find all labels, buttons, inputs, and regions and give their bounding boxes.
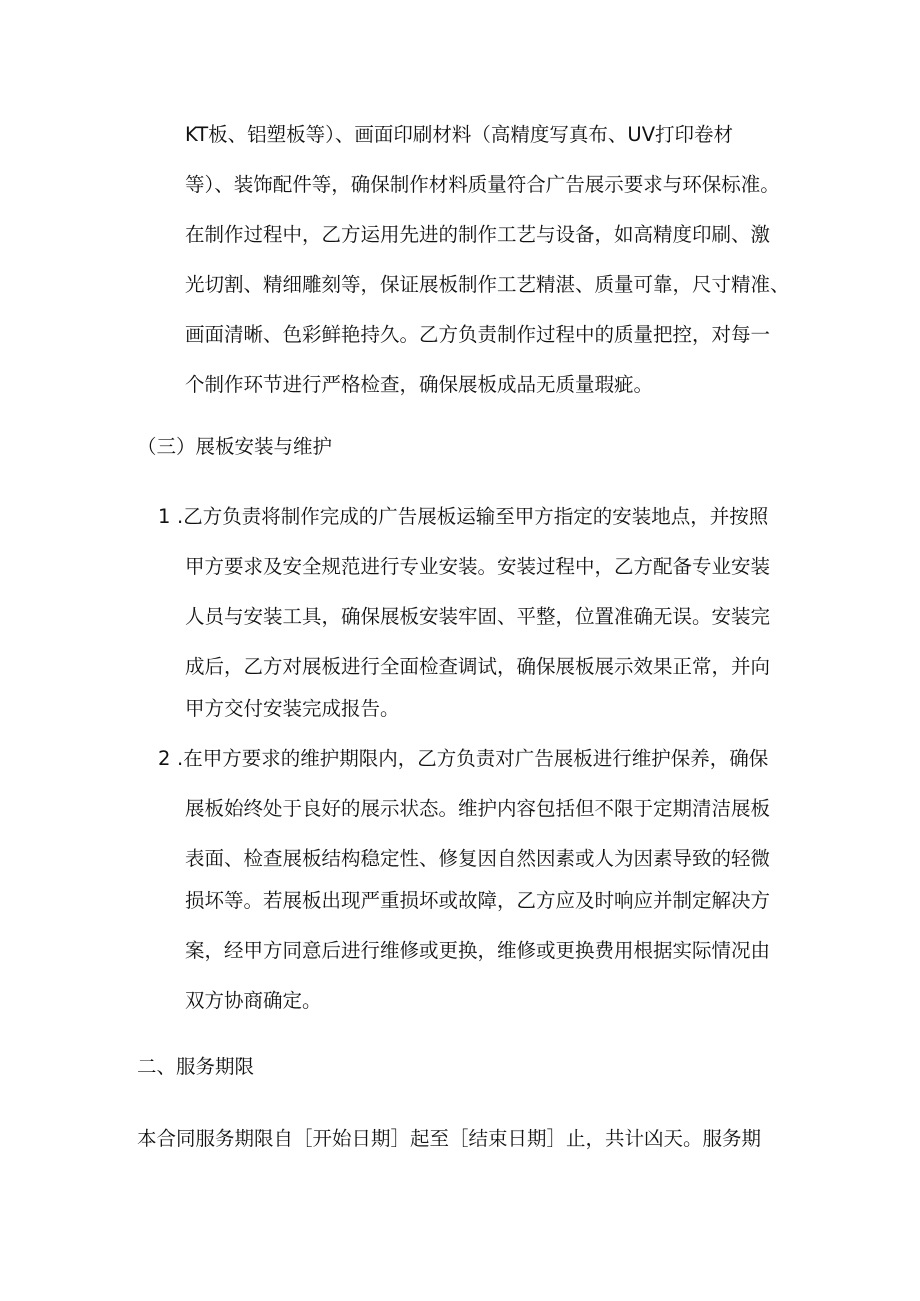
item-2-line-6: 双方协商确定。 (185, 989, 322, 1012)
section-3-heading: （三）展板安装与维护 (137, 435, 333, 458)
item-2-line-1: .在甲方要求的维护期限内，乙方负责对广告展板进行维护保养，确保 (177, 747, 769, 770)
list-item-number: 1 (158, 505, 171, 528)
section-2-heading: 二、服务期限 (137, 1055, 255, 1078)
item-2-line-2: 展板始终处于良好的展示状态。维护内容包括但不限于定期清洁展板 (185, 797, 771, 820)
item-2-line-4: 损坏等。若展板出现严重损坏或故障，乙方应及时响应并制定解决方 (185, 889, 771, 912)
intro-line-4: 光切割、精细雕刻等，保证展板制作工艺精湛、质量可靠，尺寸精准、 (185, 273, 790, 296)
item-2-line-3: 表面、检查展板结构稳定性、修复因自然因素或人为因素导致的轻微 (185, 847, 771, 870)
item-1-line-5: 甲方交付安装完成报告。 (185, 697, 400, 720)
item-1-line-2: 甲方要求及安全规范进行专业安装。安装过程中，乙方配备专业安装 (185, 555, 771, 578)
intro-line-3: 在制作过程中，乙方运用先进的制作工艺与设备，如高精度印刷、激 (185, 223, 771, 246)
intro-line-5: 画面清晰、色彩鲜艳持久。乙方负责制作过程中的质量把控，对每一 (185, 323, 771, 346)
item-1-line-3: 人员与安装工具，确保展板安装牢固、平整，位置准确无误。安装完 (185, 605, 771, 628)
intro-line-2: 等）、装饰配件等，确保制作材料质量符合广告展示要求与环保标准。 (185, 173, 780, 196)
intro-line-6: 个制作环节进行严格检查，确保展板成品无质量瑕疵。 (185, 373, 654, 396)
term-line-1: 本合同服务期限自［开始日期］起至［结束日期］止，共计凶天。服务期 (137, 1127, 762, 1150)
item-1-line-4: 成后，乙方对展板进行全面检查调试，确保展板展示效果正常，并向 (185, 655, 771, 678)
intro-line-1: KT板、铝塑板等）、画面印刷材料（高精度写真布、UV打印卷材 (185, 123, 734, 146)
item-2-line-5: 案，经甲方同意后进行维修或更换，维修或更换费用根据实际情况由 (185, 939, 771, 962)
list-item-number: 2 (158, 747, 171, 770)
item-1-line-1: .乙方负责将制作完成的广告展板运输至甲方指定的安装地点，并按照 (177, 505, 769, 528)
